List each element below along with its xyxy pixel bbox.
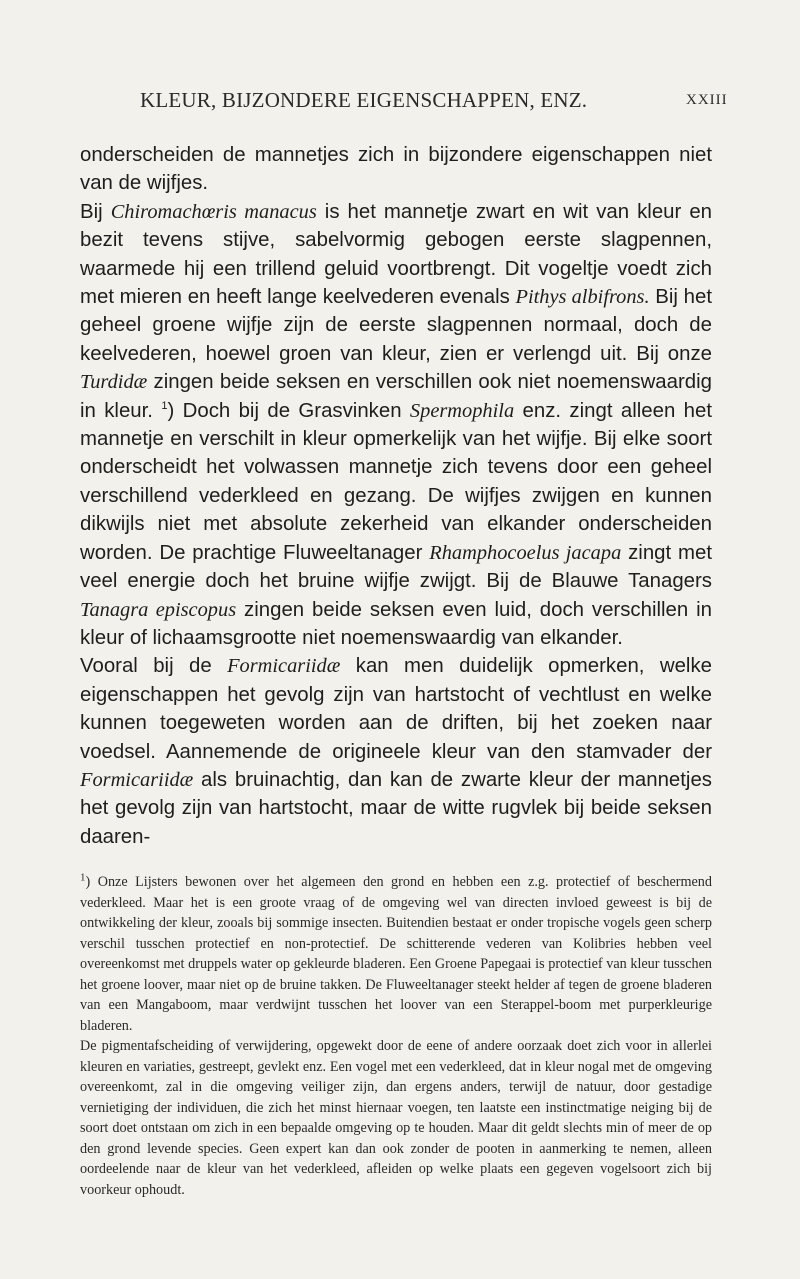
species-name: Tanagra episcopus [80, 598, 237, 621]
text-run: zingen beide seksen even luid, doch verschillen in kleur of lichaamsgrootte niet noemenswaardig van elkander. [80, 598, 712, 649]
species-name: Chiromachœris manacus [110, 200, 317, 223]
page-number: XXIII [686, 92, 728, 108]
species-name: Pithys albifrons. [515, 286, 650, 309]
family-name: Formicariidæ [227, 655, 341, 678]
text-run: Bij [80, 200, 111, 223]
footnote-1-continued [80, 1036, 712, 1200]
species-name: Rhamphocoelus jacapa [429, 541, 622, 564]
text-run: ) Doch bij de Grasvinken [167, 399, 410, 422]
family-name: Formicariidæ [80, 768, 194, 791]
text-run: zingt met veel energie doch het bruine wijfje zwijgt. Bij de Blauwe Tanagers [80, 541, 712, 593]
page-header [0, 86, 800, 116]
main-text [80, 141, 712, 851]
family-name: Turdidæ [80, 371, 148, 394]
paragraph-3 [80, 652, 712, 851]
text-run: als bruinachtig, dan kan de zwarte kleur der mannetjes het gevolg zijn van hartstocht, maar de witte rugvlek bij beide seksen daaren- [80, 768, 712, 848]
text-run: zingen beide seksen en verschillen ook niet noemenswaardig in kleur. [80, 371, 712, 422]
text-run: Vooral bij de [80, 655, 228, 678]
footnote-marker: 1 [80, 871, 86, 884]
paragraph-1-text: onderscheiden de mannetjes zich in bijzondere eigenschappen niet van de wijfjes. [80, 144, 712, 195]
paragraph-1 [80, 141, 712, 198]
text-run: kan men duidelijk opmerken, welke eigenschappen het gevolg zijn van hartstocht of vechtlust en welke kunnen toegeweten worden aan de driften, bij het zoeken naar voedsel. Aannemende de origineele kleur van den stamvader der [80, 655, 712, 763]
footnote-2-text: De pigmentafscheiding of verwijdering, opgewekt door de eene of andere oorzaak doet zich voor in allerlei kleuren en variaties, gestreept, gevlekt enz. Een vogel met een vederkleed, dat in kleur nogal met de omgeving overeenkomt, zal in die omgeving veiliger zijn, dan ergens anders, terwijl de natuur, door gestadige vernietiging der individuen, die zich het minst hiernaar voegen, ten laatste een instinctmatige neiging bij de soort doet ontstaan om zich in een bepaalde omgeving op te houden. Maar dit geldt slechts min of meer de op den grond levende species. Geen expert kan dan ook zonder de pooten in aanmerking te nemen, alleen oordeelende naar de kleur van het vederkleed, afleiden op welke plaats een gegeven vogelsoort zich bij voorkeur ophoudt. [80, 1038, 712, 1198]
footnotes [80, 872, 712, 1200]
footnote-reference[interactable]: 1 [161, 399, 168, 412]
text-run: Bij het geheel groene wijfje zijn de eerste slagpennen normaal, doch de keelvederen, hoewel groen van kleur, zien er verlengd uit. Bij onze [80, 286, 712, 365]
text-run: enz. zingt alleen het mannetje en verschilt in kleur opmerkelijk van het wijfje. Bij elke soort onderscheidt het volwassen mannetje zich tevens door een geheel verschillend vederkleed en gezang. De wijfjes zwijgen en kunnen dikwijls niet met absolute zekerheid van elkander onderscheiden worden. De prachtige Fluweeltanager [80, 399, 712, 564]
running-title: KLEUR, BIJZONDERE EIGENSCHAPPEN, ENZ. [140, 88, 588, 112]
footnote-1 [80, 872, 712, 1036]
genus-name: Spermophila [409, 399, 515, 422]
footnote-1-text: ) Onze Lijsters bewonen over het algemeen den grond en hebben een z.g. protectief of beschermend vederkleed. Maar het is een groote vraag of de omgeving wel van directen invloed geweest is bij de ontwikkeling der kleur, zooals bij sommige insecten. Buitendien bestaat er onder tropische vogels geen scherp verschil tusschen protectief en non-protectief. De schitterende vederen van Kolibries hebben veel overeenkomst met druppels water op gekleurde bladeren. Een Groene Papegaai is protectief van kleur tusschen het groene loover, maar niet op de bruine takken. De Fluweeltanager steekt helder af tegen de groene bladeren van een Mangaboom, maar verdwijnt tusschen het loover van een Sterappel-boom met purperkleurige bladeren. [80, 874, 712, 1034]
text-run: is het mannetje zwart en wit van kleur en bezit tevens stijve, sabelvormig gebogen eerste slagpennen, waarmede hij een trillend geluid voortbrengt. Dit vogeltje voedt zich met mieren en heeft lange keelvederen evenals [80, 200, 713, 309]
paragraph-2 [80, 198, 712, 653]
